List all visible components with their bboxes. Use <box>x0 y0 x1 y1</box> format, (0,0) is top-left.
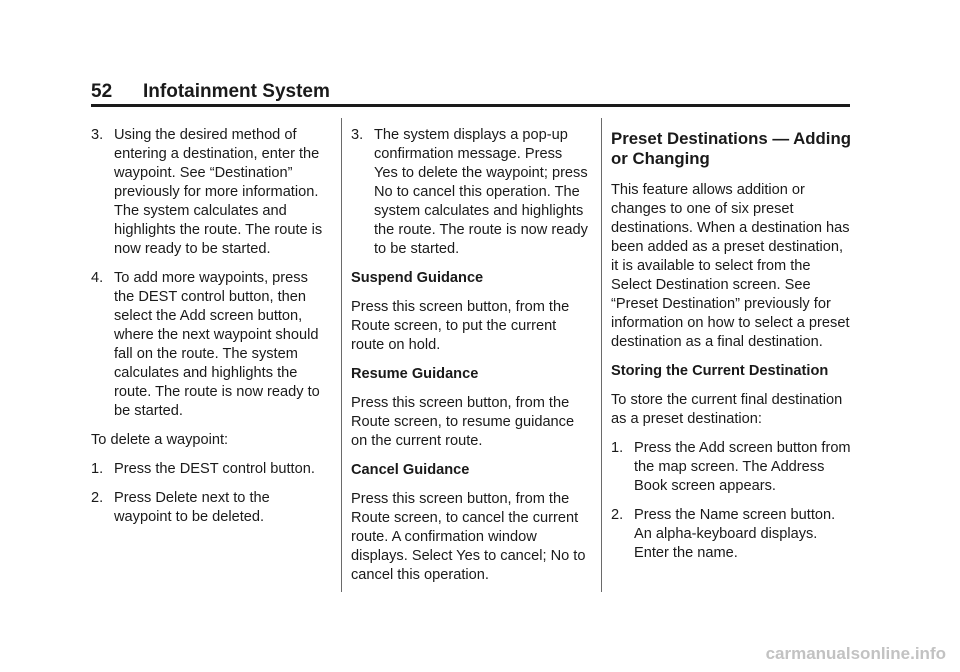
paragraph: This feature allows addition or changes to one of six preset destinations. When a destination has been added as a preset destination, it is available to select from the Select Destination screen. See “Preset Destination” previously for information on how to select a preset destination as a final destination. <box>611 182 850 350</box>
list-item <box>91 489 331 527</box>
item-text: Press Delete next to the waypoint to be deleted. <box>114 490 270 525</box>
subheading: Storing the Current Destination <box>611 363 829 379</box>
list-item <box>91 460 331 479</box>
column-right <box>611 126 851 573</box>
item-number: 3. <box>351 127 364 143</box>
item-text: Press the Name screen button. An alpha-keyboard displays. Enter the name. <box>634 507 836 561</box>
paragraph: To delete a waypoint: <box>91 432 229 448</box>
column-divider <box>601 118 602 592</box>
page-header <box>91 80 850 107</box>
subheading: Resume Guidance <box>351 366 479 382</box>
list-item <box>611 506 851 563</box>
column-divider <box>341 118 342 592</box>
item-text: To add more waypoints, press the DEST control button, then select the Add screen button, where the next waypoint should fall on the route. The system calculates and highlights the route. The route is now ready to be started. <box>114 270 320 419</box>
page-number: 52 <box>91 81 113 102</box>
list-item <box>91 126 331 259</box>
paragraph: To store the current final destination as a preset destination: <box>611 392 843 427</box>
column-middle <box>351 126 589 595</box>
item-number: 3. <box>91 127 104 143</box>
section-title: Infotainment System <box>143 81 330 102</box>
watermark: carmanualsonline.info <box>765 644 946 663</box>
column-left <box>91 126 331 537</box>
item-text: Press the Add screen button from the map screen. The Address Book screen appears. <box>634 440 851 494</box>
item-number: 1. <box>91 461 104 477</box>
section-heading: Preset Destinations — Adding or Changing <box>611 129 851 168</box>
item-number: 2. <box>611 507 624 523</box>
item-number: 2. <box>91 490 104 506</box>
list-item <box>91 269 331 421</box>
item-number: 1. <box>611 440 624 456</box>
subheading: Suspend Guidance <box>351 270 484 286</box>
item-text: Using the desired method of entering a destination, enter the waypoint. See “Destination” previously for more information. The system calculates and highlights the route. The route is now ready to be started. <box>114 127 323 257</box>
paragraph: Press this screen button, from the Route screen, to resume guidance on the current route. <box>351 395 575 449</box>
item-text: The system displays a pop-up confirmation message. Press Yes to delete the waypoint; press No to cancel this operation. The system calculates and highlights the route. The route is now ready to be started. <box>374 127 588 257</box>
paragraph: Press this screen button, from the Route screen, to cancel the current route. A confirmation window displays. Select Yes to cancel; No to cancel this operation. <box>351 491 586 583</box>
paragraph: Press this screen button, from the Route screen, to put the current route on hold. <box>351 299 570 353</box>
list-item <box>611 439 851 496</box>
item-number: 4. <box>91 270 104 286</box>
subheading: Cancel Guidance <box>351 462 470 478</box>
item-text: Press the DEST control button. <box>114 461 315 477</box>
list-item <box>351 126 589 259</box>
